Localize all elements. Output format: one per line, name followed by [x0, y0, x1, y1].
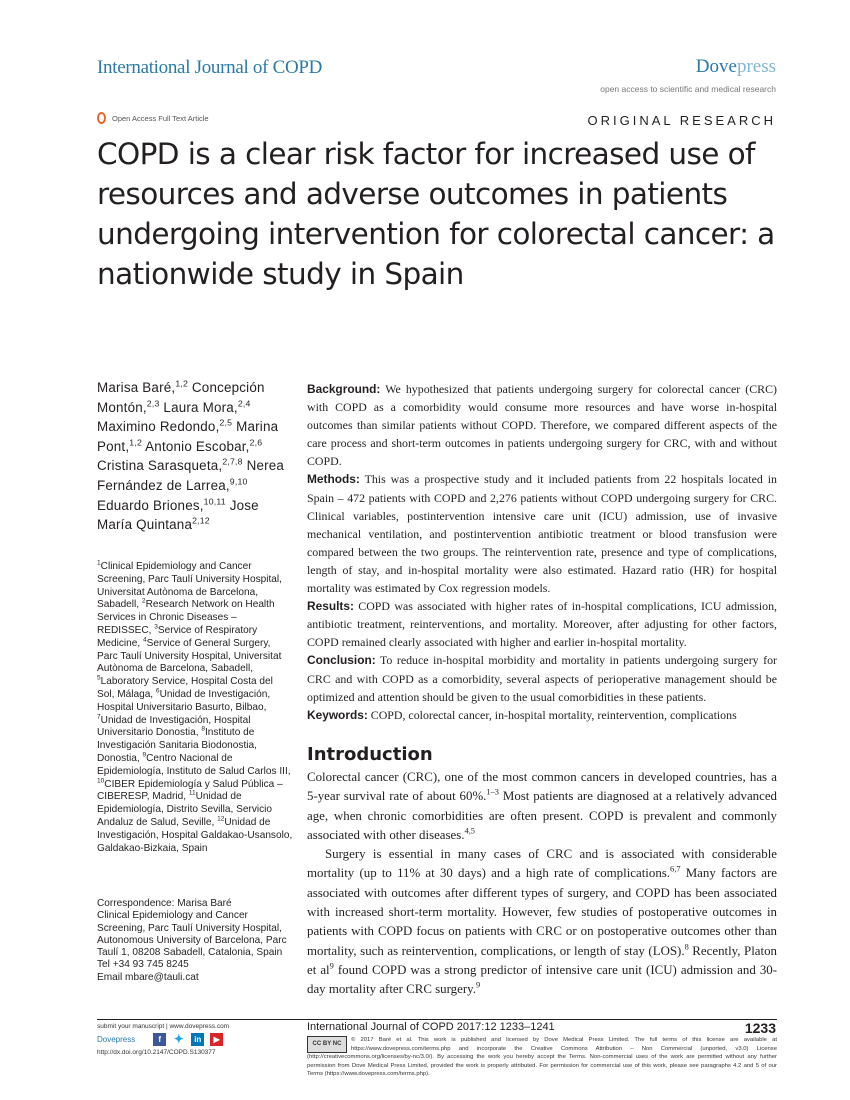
superscript-ref: 11	[188, 789, 196, 797]
citation: International Journal of COPD 2017:12 1233–1241	[307, 1021, 555, 1033]
social-bar	[97, 1033, 297, 1046]
superscript-ref: 1	[97, 559, 101, 567]
open-access-label: Open Access Full Text Article	[112, 113, 209, 123]
creative-commons-icon[interactable]: CC BY NC	[307, 1036, 347, 1053]
superscript-ref: 12	[217, 815, 225, 823]
submit-manuscript-link[interactable]: submit your manuscript | www.dovepress.com	[97, 1023, 230, 1030]
doi-link[interactable]: http://dx.doi.org/10.2147/COPD.S130377	[97, 1049, 216, 1056]
text-run: Eduardo Briones,	[97, 497, 204, 513]
superscript-ref: 2,3	[146, 398, 160, 409]
footer-dovepress[interactable]: Dovepress	[97, 1035, 136, 1044]
text-run: Unidad de Investigación, Hospital Galdakao-Usansolo, Galdakao-Bizkaia, Spain	[97, 816, 293, 854]
text-run: Surgery is essential in many cases of CRC and is associated with considerable mortality (up to 11% at 30 days) and a high rate of complications.	[307, 847, 777, 881]
abstract-conclusion	[307, 651, 777, 705]
abstract-label: Conclusion:	[307, 653, 376, 668]
article-title: COPD is a clear risk factor for increased use of resources and adverse outcomes in patients undergoing intervention for colorectal cancer: a nationwide study in Spain	[97, 137, 775, 291]
author-list	[97, 378, 293, 535]
correspondence	[97, 898, 293, 984]
page-number: 1233	[744, 1020, 776, 1036]
footer-left	[97, 1023, 297, 1056]
publisher-logo-b: press	[736, 56, 776, 77]
open-access-lock-icon	[97, 112, 106, 124]
superscript-ref: 10,11	[203, 496, 226, 507]
text-run: Jose María Quintana	[97, 497, 259, 533]
superscript-ref: 1,2	[175, 378, 189, 389]
superscript-ref: 6	[155, 687, 160, 695]
abstract-label: Methods:	[307, 472, 360, 487]
text-run: CIBER Epidemiología y Salud Pública – CIBERESP, Madrid,	[97, 778, 283, 803]
superscript-ref: 9	[329, 961, 334, 971]
license-body: © 2017 Baré et al. This work is published and licensed by Dove Medical Press Limited. The full terms of this license are available at https://www.dovepress.com/terms.php and incorporate the Creative Commons Attribution – Non Commercial (unported, v3.0) License (http://creativecommons.org/licenses/by-nc/3.0/). By accessing the work you hereby accept the Terms. Non-commercial uses of the work are permitted without any further permission from Dove Medical Press Limited, provided the work is properly attributed. For permission for commercial use of this work, please see paragraphs 4.2 and 5 of our Terms (https://www.dovepress.com/terms.php).	[307, 1037, 777, 1077]
article-type: ORIGINAL RESEARCH	[587, 113, 776, 128]
superscript-ref: 2,5	[219, 417, 233, 428]
affiliations	[97, 561, 293, 855]
superscript-ref: 10	[97, 777, 105, 785]
text-run: Colorectal cancer (CRC), one of the most common cancers in developed countries, has a 5-year survival rate of about 60%.	[307, 770, 777, 804]
superscript-ref: 9	[142, 751, 147, 759]
text-run: Marina Pont,	[97, 419, 279, 454]
superscript-ref: 4,5	[464, 826, 475, 836]
superscript-ref: 8	[684, 942, 689, 952]
text-run: Marisa Baré,	[97, 380, 176, 395]
text-run: Most patients are diagnosed at a relatively advanced age, when chronic comorbidities are often present. COPD is prevalent and commonly associated with other diseases.	[307, 789, 777, 842]
superscript-ref: 1–3	[486, 788, 499, 797]
abstract-results	[307, 597, 777, 651]
license-text	[307, 1036, 777, 1079]
publisher-logo[interactable]	[696, 56, 776, 78]
text-run: Centro Nacional de Epidemiología, Instituto de Salud Carlos III,	[97, 752, 291, 777]
text-run: Laura Mora,	[159, 399, 238, 415]
superscript-ref: 5	[97, 674, 101, 682]
intro-paragraph	[307, 768, 777, 845]
text-run: Instituto de Investigación Sanitaria Biodonostia, Donostia,	[97, 727, 257, 764]
text-run: Service of General Surgery, Parc Taulí University Hospital, Universitat Autònoma de Barcelona, Sabadell,	[97, 637, 282, 675]
twitter-icon[interactable]: ✦	[173, 1032, 184, 1046]
text-run: Concepción Montón,	[97, 380, 265, 415]
introduction-body	[307, 768, 777, 1000]
section-heading-introduction: Introduction	[307, 744, 433, 765]
correspondence-phone: Tel +34 93 745 8245	[97, 959, 189, 971]
footer-divider	[97, 1019, 777, 1020]
text-run: Laboratory Service, Hospital Costa del Sol, Málaga,	[97, 676, 273, 700]
abstract-label: Keywords:	[307, 707, 368, 722]
abstract-text: To reduce in-hospital morbidity and mortality in patients undergoing surgery for CRC and with COPD as a comorbidity, several aspects of perioperative management should be optimized and attention should be given to the usual comorbidities in these patients.	[307, 653, 777, 704]
superscript-ref: 2,4	[237, 398, 251, 409]
text-run: Unidad de Investigación, Hospital Universitario Basurto, Bilbao,	[97, 688, 271, 713]
text-run: Antonio Escobar,	[141, 438, 250, 454]
abstract-text: We hypothesized that patients undergoing surgery for colorectal cancer (CRC) with COPD as a comorbidity would consume more resources and have worse in-hospital outcomes than similar patients without COPD. Therefore, we compared different aspects of the care process and short-term outcomes in patients undergoing surgery for CRC, with and without COPD.	[307, 382, 777, 469]
open-access-badge	[97, 112, 209, 124]
abstract-text: COPD, colorectal cancer, in-hospital mortality, reintervention, complications	[367, 707, 737, 722]
text-run: Recently, Platon et al	[307, 943, 777, 977]
text-run: Clinical Epidemiology and Cancer Screening, Parc Taulí University Hospital, Universitat Autònoma de Barcelona, Sabadell,	[97, 561, 282, 611]
facebook-icon[interactable]: f	[153, 1033, 166, 1046]
superscript-ref: 2,7,8	[222, 456, 243, 467]
superscript-ref: 2,12	[192, 515, 210, 526]
abstract-label: Background:	[307, 382, 381, 396]
text-run: Nerea Fernández de Larrea,	[97, 458, 285, 493]
journal-name[interactable]: International Journal of COPD	[97, 57, 323, 78]
abstract-text: COPD was associated with higher rates of in-hospital complications, ICU admission, antibiotic treatment, reinterventions, and mortality. Moreover, after adjusting for other factors, COPD remained clearly associated with higher and earlier in-hospital mortality.	[307, 599, 777, 650]
text-run: Cristina Sarasqueta,	[97, 458, 223, 474]
superscript-ref: 7	[97, 713, 101, 721]
superscript-ref: 6,7	[670, 865, 681, 875]
text-run: Maximino Redondo,	[97, 419, 220, 435]
text-run: found COPD was a strong predictor of intensive care unit (ICU) admission and 30-day mortality after CRC surgery.	[307, 962, 777, 997]
text-run: Many factors are associated with outcomes after different types of surgery, and COPD has been associated with increased short-term mortality. However, few studies of postoperative outcomes in patients with COPD focus on patients with CRC or on postoperative outcomes other than mortality, such as reintervention, complications, or length of stay (LOS).	[307, 866, 777, 958]
text-run: Unidad de Epidemiología, Distrito Sevilla, Servicio Andaluz de Salud, Seville,	[97, 791, 273, 828]
abstract-label: Results:	[307, 599, 354, 614]
publisher-tagline: open access to scientific and medical research	[600, 84, 776, 94]
abstract	[307, 380, 777, 724]
superscript-ref: 9	[475, 980, 481, 990]
superscript-ref: 2	[141, 598, 146, 606]
text-run: Service of Respiratory Medicine,	[97, 624, 258, 649]
correspondence-email[interactable]: Email mbare@tauli.cat	[97, 971, 199, 983]
correspondence-address: Clinical Epidemiology and Cancer Screening, Parc Taulí University Hospital, Autonomous University of Barcelona, Parc Taulí 1, 08208 Sabadell, Catalonia, Spain	[97, 910, 287, 959]
abstract-methods	[307, 470, 777, 597]
correspondence-name: Correspondence: Marisa Baré	[97, 898, 232, 909]
text-run: Unidad de Investigación, Hospital Universitario Donostia,	[97, 714, 251, 739]
text-run: Research Network on Health Services in Chronic Diseases – REDISSEC,	[97, 599, 275, 636]
linkedin-icon[interactable]: in	[191, 1033, 204, 1046]
intro-paragraph	[307, 845, 777, 999]
publisher-logo-a: Dove	[695, 56, 737, 77]
superscript-ref: 2,6	[249, 437, 263, 448]
superscript-ref: 9,10	[229, 476, 248, 487]
abstract-keywords	[307, 706, 777, 724]
superscript-ref: 8	[201, 726, 205, 733]
abstract-text: This was a prospective study and it included patients from 22 hospitals located in Spain – 472 patients with COPD and 2,276 patients without COPD undergoing surgery for CRC. Clinical variables, postintervention intensive care unit (ICU) admission, use of invasive mechanical ventilation, and postintervention antibiotic treatment or blood transfusion were compared between the two groups. The reintervention rate, presence and type of complications, length of stay, and in-hospital mortality were also estimated. Hazard ratio (HR) for hospital mortality was estimated by Cox regression models.	[307, 472, 777, 596]
abstract-background	[307, 380, 777, 470]
superscript-ref: 4	[143, 636, 147, 644]
youtube-icon[interactable]: ▶	[210, 1033, 223, 1046]
superscript-ref: 1,2	[129, 437, 142, 448]
superscript-ref: 3	[154, 623, 158, 631]
